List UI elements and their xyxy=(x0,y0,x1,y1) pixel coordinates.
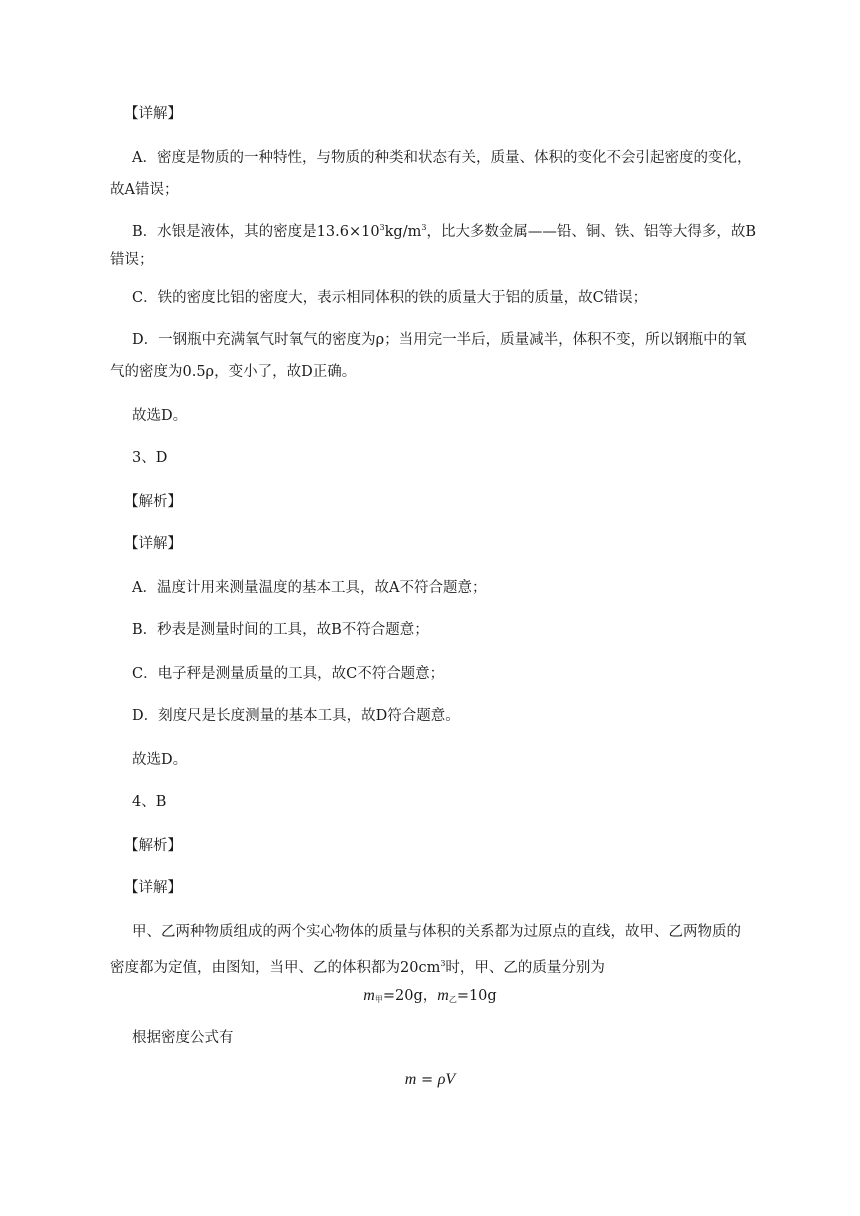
conclusion-line: 故选D。 xyxy=(132,752,188,768)
text-segment: 密度都为定值，由图知，当甲、乙的体积都为20cm xyxy=(110,959,441,976)
text-segment: B．水银是液体，其的密度是13.6×10 xyxy=(132,223,380,240)
section-heading-detail: 【详解】 xyxy=(124,880,182,896)
answer-line-a: A．温度计用来测量温度的基本工具，故A不符合题意； xyxy=(132,580,487,596)
answer-line-d: D．一钢瓶中充满氧气时氧气的密度为ρ；当用完一半后，质量减半，体积不变，所以钢瓶中的氧 xyxy=(132,332,747,348)
text-segment: =10g xyxy=(456,988,497,1004)
answer-line-b: B．秒表是测量时间的工具，故B不符合题意； xyxy=(132,622,429,638)
text-segment: 时，甲、乙的质量分别为 xyxy=(445,959,605,976)
math-variable: m xyxy=(363,987,375,1004)
section-heading-analysis: 【解析】 xyxy=(124,494,182,510)
superscript: 3 xyxy=(421,223,427,232)
section-heading-analysis: 【解析】 xyxy=(124,838,182,854)
answer-line-b-cont: 错误； xyxy=(110,252,154,268)
conclusion-line: 故选D。 xyxy=(132,408,188,424)
text-segment: kg/m xyxy=(384,223,422,240)
superscript: 3 xyxy=(440,959,446,968)
answer-line-a-cont: 故A错误； xyxy=(110,182,179,198)
question-number-4: 4、B xyxy=(132,794,167,810)
text-segment: ，比大多数金属——铅、铜、铁、铝等大得多，故B xyxy=(426,223,757,240)
answer-line-c: C．电子秤是测量质量的工具，故C不符合题意； xyxy=(132,666,445,682)
subscript: 甲 xyxy=(374,995,383,1004)
section-heading-detail: 【详解】 xyxy=(124,536,182,552)
explanation-line: 根据密度公式有 xyxy=(132,1030,234,1046)
math-variable: m xyxy=(437,987,449,1004)
mass-formula xyxy=(0,986,860,1010)
equals-sign: = xyxy=(416,1072,438,1088)
question-number-3: 3、D xyxy=(132,450,168,466)
answer-line-d-cont: 气的密度为0.5ρ，变小了，故D正确。 xyxy=(110,364,357,380)
math-variable: m xyxy=(404,1071,417,1088)
answer-line-c: C．铁的密度比铝的密度大，表示相同体积的铁的质量大于铝的质量，故C错误； xyxy=(132,290,648,306)
answer-line-b xyxy=(132,218,756,242)
superscript: 3 xyxy=(379,223,385,232)
density-formula xyxy=(0,1070,860,1090)
answer-line-d: D．刻度尺是长度测量的基本工具，故D符合题意。 xyxy=(132,708,460,724)
math-variable: ρV xyxy=(437,1071,456,1088)
explanation-line: 甲、乙两种物质组成的两个实心物体的质量与体积的关系都为过原点的直线，故甲、乙两物质的 xyxy=(132,924,741,940)
section-heading-detail: 【详解】 xyxy=(124,106,182,122)
answer-line-a: A．密度是物质的一种特性，与物质的种类和状态有关，质量、体积的变化不会引起密度的变化， xyxy=(132,150,752,166)
subscript: 乙 xyxy=(448,995,457,1004)
text-segment: =20g， xyxy=(382,988,438,1004)
explanation-line-cont xyxy=(110,954,605,978)
